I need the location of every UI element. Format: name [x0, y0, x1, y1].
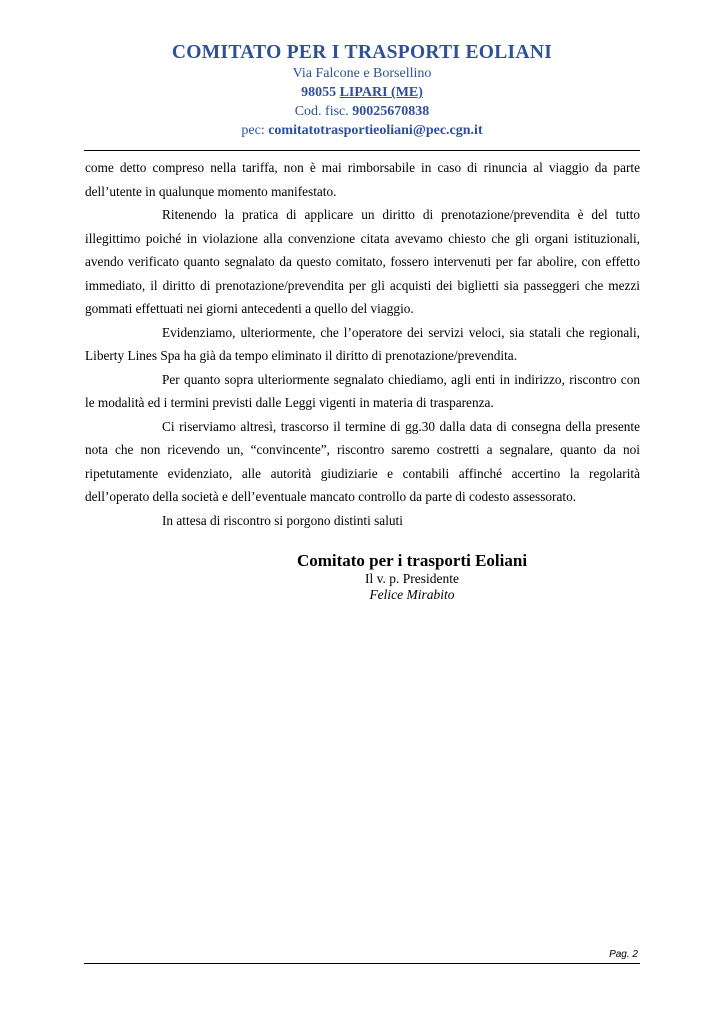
- pec-address: comitatotrasportieoliani@pec.cgn.it: [268, 123, 483, 138]
- organization-name: COMITATO PER I TRASPORTI EOLIANI: [171, 42, 553, 63]
- letterhead: [0, 42, 724, 140]
- address-line: Via Falcone e Borsellino: [292, 66, 432, 81]
- postal-code: 98055: [301, 85, 337, 100]
- signature-block: [262, 551, 562, 603]
- paragraph-4: Per quanto sopra ulteriormente segnalato chiediamo, agli enti in indirizzo, riscontro con le modalità ed i termini previsti dalle Leggi vigenti in materia di trasparenza.: [85, 371, 640, 410]
- footer-divider: [84, 963, 640, 964]
- paragraph-5: Ci riserviamo altresì, trascorso il termine di gg.30 dalla data di consegna della presente nota che non ricevendo un, “convincente”, riscontro saremo costretti a segnalare, quanto da noi ripetutamente evidenziato, alle autorità giudiziarie e contabili affinché accertino la regolarità dell’operato della società e dell’eventuale mancato controllo da parte di codesto assessorato.: [85, 418, 640, 504]
- tax-code-label: Cod. fisc.: [294, 104, 349, 119]
- paragraph-6: In attesa di riscontro si porgono distinti saluti: [162, 512, 403, 528]
- letter-body: [85, 156, 640, 532]
- signature-role: Il v. p. Presidente: [365, 571, 459, 586]
- tax-code-value: 90025670838: [352, 104, 430, 119]
- header-divider: [84, 150, 640, 151]
- paragraph-2: Ritenendo la pratica di applicare un diritto di prenotazione/prevendita è del tutto illegittimo poiché in violazione alla convenzione citata avevamo chiesto che gli organi istituzionali, avendo verificato quanto segnalato da questo comitato, fossero intervenuti per far abolire, con effetto immediato, il diritto di prenotazione/prevendita per gli acquisti dei biglietti sia passeggeri che mezzi gommati effettuati nei giorni antecedenti a quello del viaggio.: [85, 207, 640, 316]
- paragraph-3: Evidenziamo, ulteriormente, che l’operatore dei servizi veloci, sia statali che regionali, Liberty Lines Spa ha già da tempo eliminato il diritto di prenotazione/prevendita.: [85, 324, 640, 363]
- signature-name: Felice Mirabito: [369, 587, 455, 602]
- city-name: LIPARI (ME): [339, 85, 423, 100]
- paragraph-1: come detto compreso nella tariffa, non è mai rimborsabile in caso di rinuncia al viaggio da parte dell’utente in qualunque momento manifestato.: [85, 160, 640, 199]
- pec-label: pec:: [241, 123, 265, 138]
- city-line: [0, 83, 724, 102]
- signature-organization: Comitato per i trasporti Eoliani: [296, 551, 528, 570]
- pec-line: [0, 121, 724, 140]
- page-number: Pag. 2: [609, 949, 638, 960]
- tax-code-line: [0, 102, 724, 121]
